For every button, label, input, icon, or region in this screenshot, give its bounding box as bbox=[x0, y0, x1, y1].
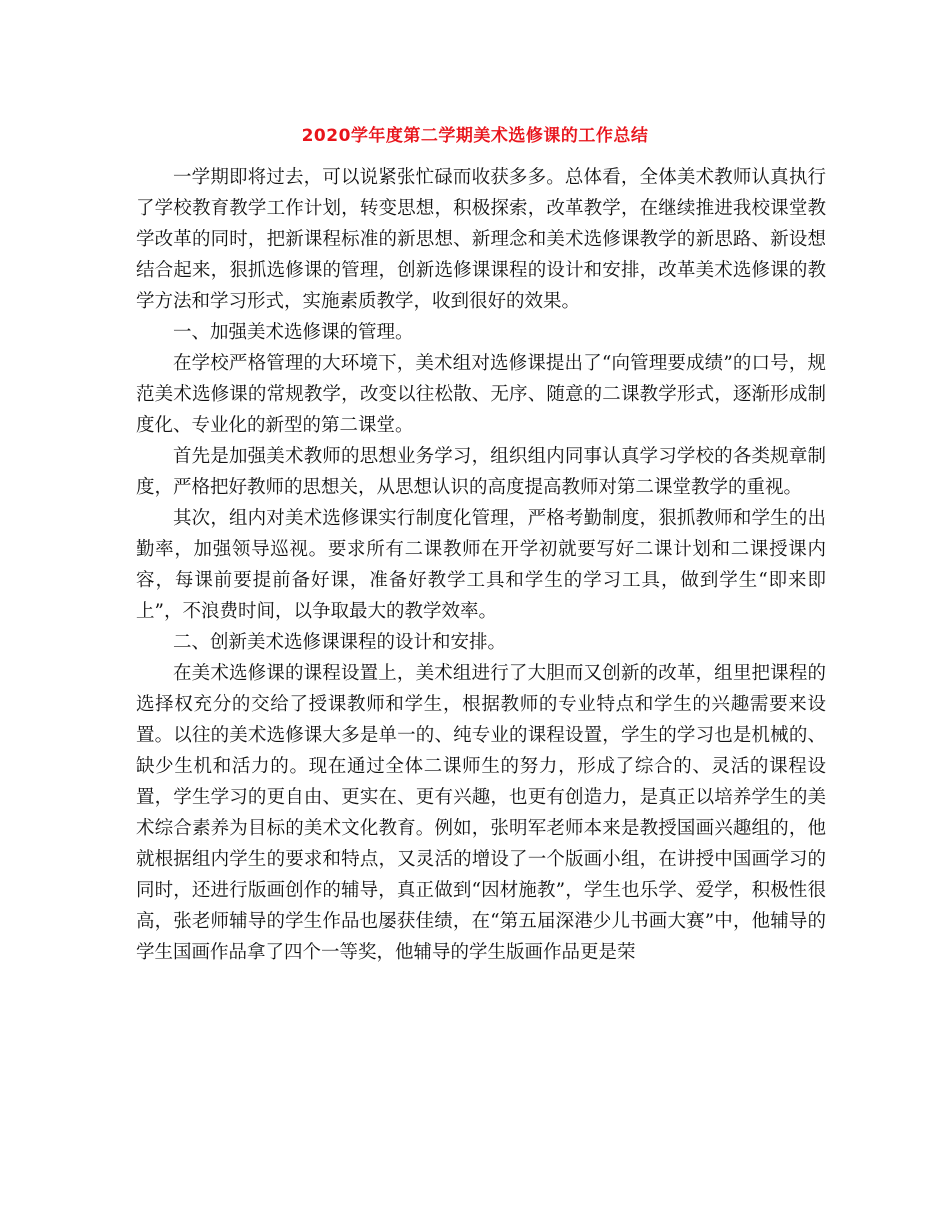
paragraph-intro: 一学期即将过去，可以说紧张忙碌而收获多多。总体看，全体美术教师认真执行了学校教育教学工作计划，转变思想，积极探索，改革教学，在继续推进我校课堂教学改革的同时，把新课程标准的新思想、新理念和美术选修课教学的新思路、新设想结合起来，狠抓选修课的管理，创新选修课课程的设计和安排，改革美术选修课的教学方法和学习形式，实施素质教学，收到很好的效果。 bbox=[136, 167, 826, 312]
paragraph: 在学校严格管理的大环境下，美术组对选修课提出了“向管理要成绩”的口号，规范美术选修课的常规教学，改变以往松散、无序、随意的二课教学形式，逐渐形成制度化、专业化的新型的第二课堂。 bbox=[136, 353, 826, 436]
document-body bbox=[136, 162, 826, 968]
paragraph: 首先是加强美术教师的思想业务学习，组织组内同事认真学习学校的各类规章制度，严格把好教师的思想关，从思想认识的高度提高教师对第二课堂教学的重视。 bbox=[136, 446, 826, 498]
section-heading-2: 二、创新美术选修课课程的设计和安排。 bbox=[173, 632, 507, 653]
section-heading-1: 一、加强美术选修课的管理。 bbox=[173, 322, 414, 343]
paragraph: 其次，组内对美术选修课实行制度化管理，严格考勤制度，狠抓教师和学生的出勤率，加强领导巡视。要求所有二课教师在开学初就要写好二课计划和二课授课内容，每课前要提前备好课，准备好教学工具和学生的学习工具，做到学生“即来即上”，不浪费时间，以争取最大的教学效率。 bbox=[136, 508, 826, 622]
paragraph: 在美术选修课的课程设置上，美术组进行了大胆而又创新的改革，组里把课程的选择权充分的交给了授课教师和学生，根据教师的专业特点和学生的兴趣需要来设置。以往的美术选修课大多是单一的、纯专业的课程设置，学生的学习也是机械的、缺少生机和活力的。现在通过全体二课师生的努力，形成了综合的、灵活的课程设置，学生学习的更自由、更实在、更有兴趣，也更有创造力，是真正以培养学生的美术综合素养为目标的美术文化教育。例如，张明军老师本来是教授国画兴趣组的，他就根据组内学生的要求和特点，又灵活的增设了一个版画小组，在讲授中国画学习的同时，还进行版画创作的辅导，真正做到“因材施教”，学生也乐学、爱学，积极性很高，张老师辅导的学生作品也屡获佳绩，在“第五届深港少儿书画大赛”中，他辅导的学生国画作品拿了四个一等奖，他辅导的学生版画作品更是荣 bbox=[136, 663, 826, 963]
document-title: 2020学年度第二学期美术选修课的工作总结 bbox=[301, 126, 649, 146]
